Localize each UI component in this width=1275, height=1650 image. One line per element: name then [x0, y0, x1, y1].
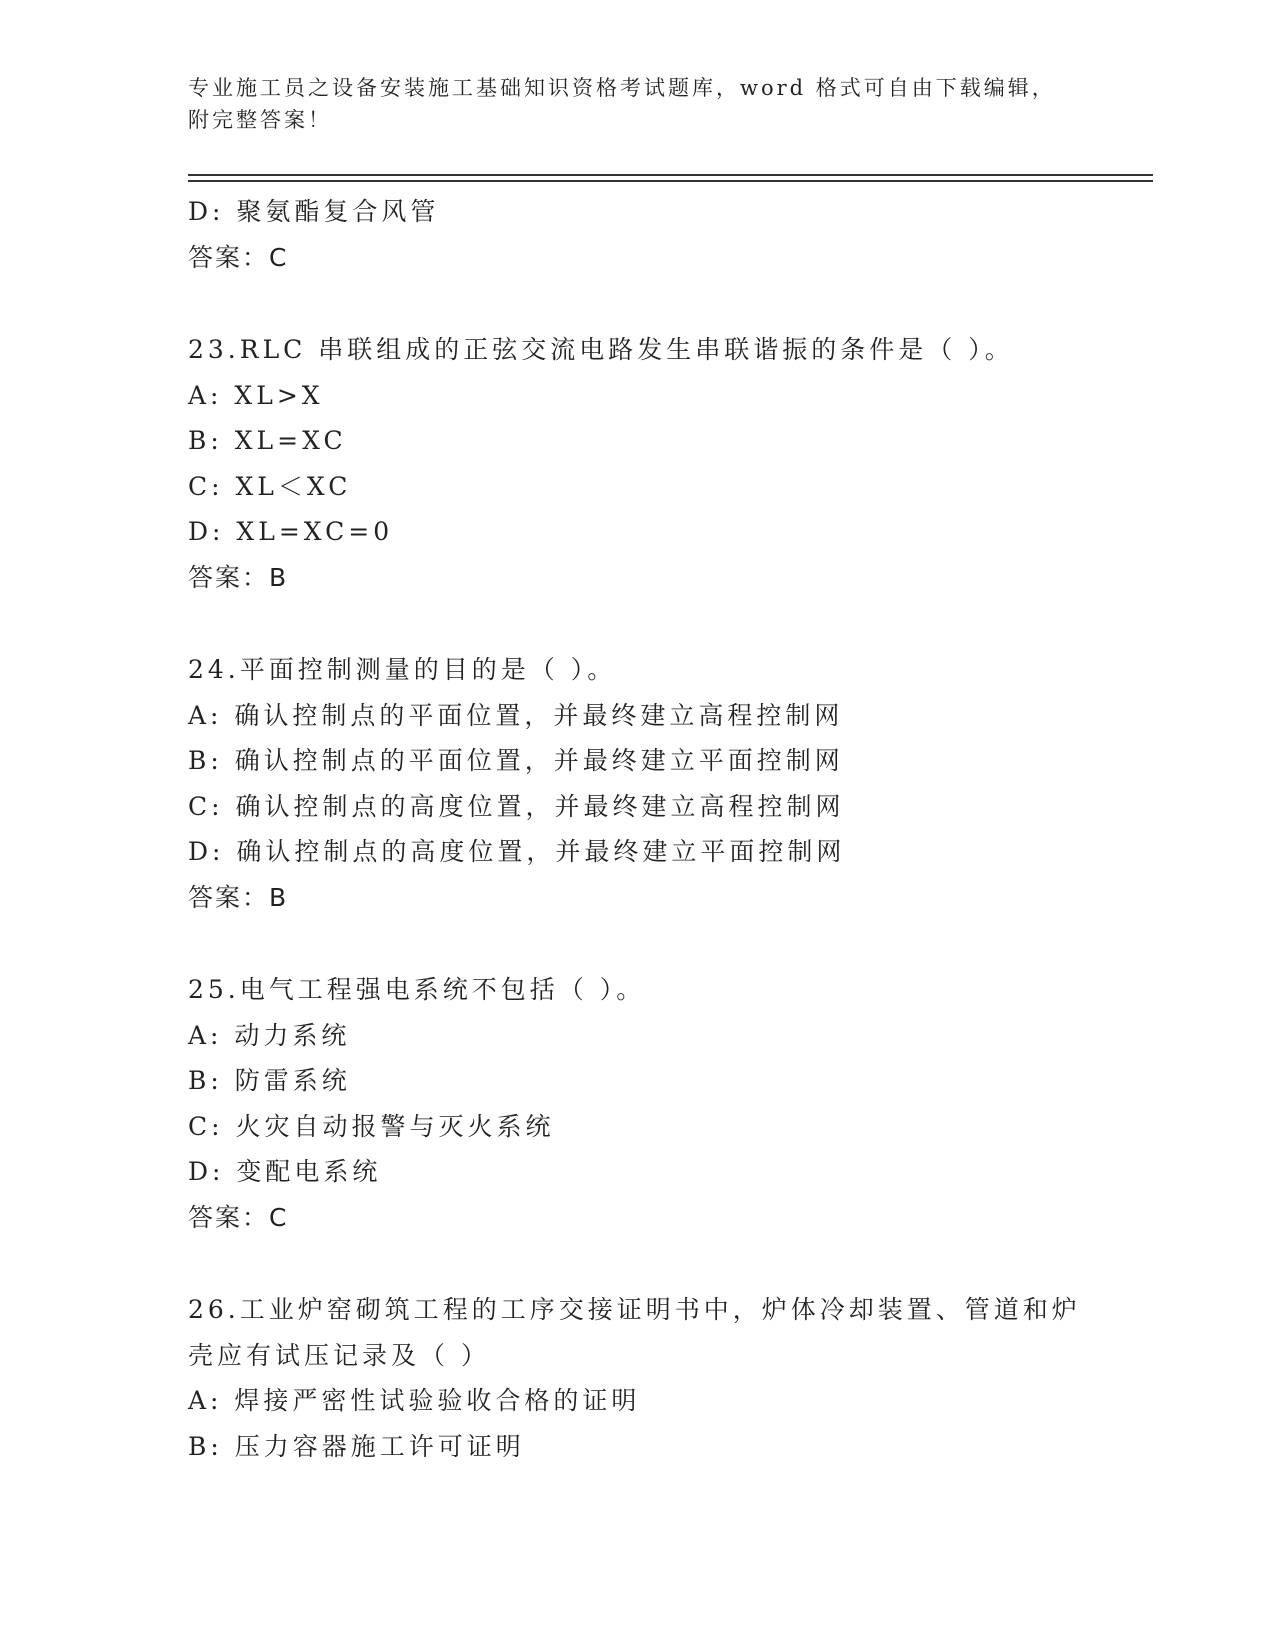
question-stem-line-1: 26.工业炉窑砌筑工程的工序交接证明书中，炉体冷却装置、管道和炉	[188, 1295, 1081, 1324]
option-b: B: 防雷系统	[188, 1066, 351, 1095]
answer: 答案：C	[188, 1202, 289, 1232]
question-stem-line-2: 壳应有试压记录及（ ）	[188, 1340, 490, 1370]
option-a: A: XL>X	[188, 380, 324, 410]
option-a: A: 确认控制点的平面位置，并最终建立高程控制网	[188, 700, 844, 730]
question-25	[188, 967, 1153, 1240]
question-list	[188, 189, 1153, 1469]
option-d: D: 聚氨酯复合风管	[188, 197, 440, 226]
answer: 答案：B	[188, 882, 289, 912]
option-a: A: 焊接严密性试验验收合格的证明	[188, 1386, 641, 1415]
option-c: C: 火灾自动报警与灭火系统	[188, 1111, 555, 1141]
option-d: D: XL=XC=0	[188, 517, 394, 546]
question-26	[188, 1287, 1153, 1469]
question-stem: 23.RLC 串联组成的正弦交流电路发生串联谐振的条件是（ ）。	[188, 335, 1014, 364]
option-d: D: 变配电系统	[188, 1157, 382, 1186]
option-d: D: 确认控制点的高度位置，并最终建立平面控制网	[188, 837, 846, 866]
question-stem: 25.电气工程强电系统不包括（ ）。	[188, 975, 646, 1004]
option-b: B: XL=XC	[188, 426, 347, 455]
option-a: A: 动力系统	[188, 1020, 351, 1050]
question-24	[188, 647, 1153, 920]
answer: 答案：C	[188, 242, 289, 272]
option-b: B: 压力容器施工许可证明	[188, 1431, 525, 1461]
page-header	[188, 72, 1088, 136]
question-23	[188, 327, 1153, 600]
header-line-2: 附完整答案！	[188, 108, 332, 132]
answer: 答案：B	[188, 562, 289, 592]
header-line-1: 专业施工员之设备安装施工基础知识资格考试题库，word 格式可自由下载编辑，	[188, 76, 1056, 100]
option-c: C: 确认控制点的高度位置，并最终建立高程控制网	[188, 791, 845, 821]
option-b: B: 确认控制点的平面位置，并最终建立平面控制网	[188, 746, 844, 775]
option-c: C: XL＜XC	[188, 471, 352, 501]
header-divider-bottom	[188, 180, 1153, 182]
header-divider-top	[188, 174, 1153, 176]
question-stem: 24.平面控制测量的目的是（ ）。	[188, 655, 617, 684]
